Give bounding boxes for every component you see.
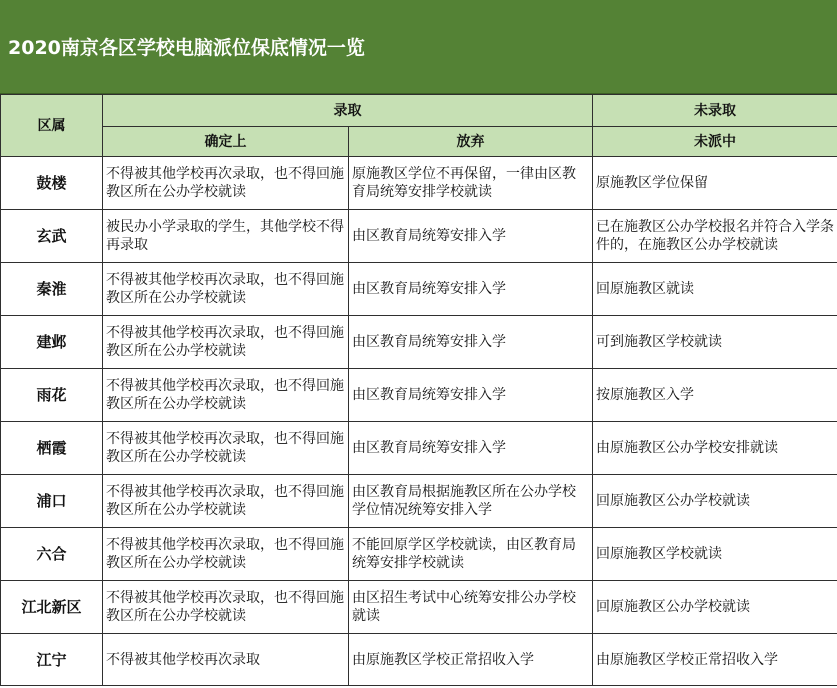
confirmed-cell: 不得被其他学校再次录取，也不得回施教区所在公办学校就读 [103, 157, 349, 210]
district-cell: 江北新区 [1, 581, 103, 634]
not-assigned-cell: 由原施教区学校正常招收入学 [593, 634, 837, 686]
district-cell: 栖霞 [1, 422, 103, 475]
confirmed-cell: 不得被其他学校再次录取，也不得回施教区所在公办学校就读 [103, 369, 349, 422]
not-assigned-cell: 按原施教区入学 [593, 369, 837, 422]
confirmed-cell: 不得被其他学校再次录取，也不得回施教区所在公办学校就读 [103, 475, 349, 528]
table-row [1, 475, 837, 528]
policy-table [0, 94, 837, 686]
not-assigned-cell: 可到施教区学校就读 [593, 316, 837, 369]
not-assigned-cell: 原施教区学位保留 [593, 157, 837, 210]
header-row-2 [1, 127, 837, 157]
header-not-assigned: 未派中 [593, 127, 837, 157]
not-assigned-cell: 回原施教区就读 [593, 263, 837, 316]
not-assigned-cell: 回原施教区公办学校就读 [593, 581, 837, 634]
give-up-cell: 由原施教区学校正常招收入学 [349, 634, 593, 686]
give-up-cell: 不能回原学区学校就读，由区教育局统筹安排学校就读 [349, 528, 593, 581]
not-assigned-cell: 已在施教区公办学校报名并符合入学条件的，在施教区公办学校就读 [593, 210, 837, 263]
table-row [1, 210, 837, 263]
give-up-cell: 由区教育局统筹安排入学 [349, 369, 593, 422]
district-cell: 浦口 [1, 475, 103, 528]
table-row [1, 581, 837, 634]
table-row [1, 634, 837, 686]
district-cell: 雨花 [1, 369, 103, 422]
district-cell: 玄武 [1, 210, 103, 263]
give-up-cell: 由区教育局统筹安排入学 [349, 210, 593, 263]
table-row [1, 422, 837, 475]
table-row [1, 157, 837, 210]
give-up-cell: 由区招生考试中心统筹安排公办学校就读 [349, 581, 593, 634]
table-row [1, 316, 837, 369]
confirmed-cell: 不得被其他学校再次录取，也不得回施教区所在公办学校就读 [103, 316, 349, 369]
district-cell: 鼓楼 [1, 157, 103, 210]
confirmed-cell: 不得被其他学校再次录取，也不得回施教区所在公办学校就读 [103, 422, 349, 475]
district-cell: 秦淮 [1, 263, 103, 316]
district-cell: 六合 [1, 528, 103, 581]
confirmed-cell: 不得被其他学校再次录取，也不得回施教区所在公办学校就读 [103, 581, 349, 634]
header-row-1 [1, 95, 837, 127]
header-not-admitted: 未录取 [593, 95, 837, 127]
not-assigned-cell: 回原施教区公办学校就读 [593, 475, 837, 528]
district-cell: 建邺 [1, 316, 103, 369]
sheet-title: 2020南京各区学校电脑派位保底情况一览 [0, 0, 837, 94]
header-give-up: 放弃 [349, 127, 593, 157]
give-up-cell: 由区教育局统筹安排入学 [349, 263, 593, 316]
give-up-cell: 原施教区学位不再保留，一律由区教育局统筹安排学校就读 [349, 157, 593, 210]
give-up-cell: 由区教育局统筹安排入学 [349, 316, 593, 369]
district-cell: 江宁 [1, 634, 103, 686]
table-row [1, 528, 837, 581]
confirmed-cell: 被民办小学录取的学生，其他学校不得再录取 [103, 210, 349, 263]
confirmed-cell: 不得被其他学校再次录取，也不得回施教区所在公办学校就读 [103, 263, 349, 316]
confirmed-cell: 不得被其他学校再次录取 [103, 634, 349, 686]
header-confirmed: 确定上 [103, 127, 349, 157]
confirmed-cell: 不得被其他学校再次录取，也不得回施教区所在公办学校就读 [103, 528, 349, 581]
table-row [1, 263, 837, 316]
not-assigned-cell: 回原施教区学校就读 [593, 528, 837, 581]
header-district: 区属 [1, 95, 103, 157]
header-admitted: 录取 [103, 95, 593, 127]
give-up-cell: 由区教育局根据施教区所在公办学校学位情况统筹安排入学 [349, 475, 593, 528]
table-row [1, 369, 837, 422]
not-assigned-cell: 由原施教区公办学校安排就读 [593, 422, 837, 475]
give-up-cell: 由区教育局统筹安排入学 [349, 422, 593, 475]
